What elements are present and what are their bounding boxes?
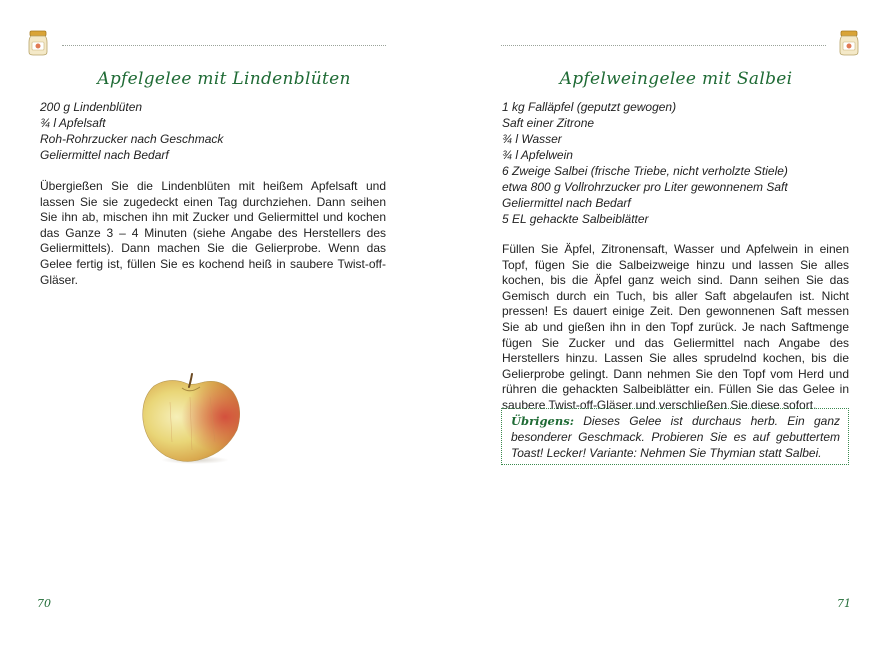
apple-illustration — [140, 372, 244, 466]
recipe-title-left: Apfelgelee mit Lindenblüten — [97, 69, 351, 89]
page-number-right: 71 — [837, 597, 851, 610]
ingredient-item: Geliermittel nach Bedarf — [40, 148, 169, 162]
ingredient-item: ¾ l Apfelsaft — [40, 116, 106, 130]
header-rule — [501, 45, 826, 46]
jam-jar-icon — [838, 29, 860, 57]
right-page — [444, 0, 887, 648]
ingredient-item: ¾ l Apfelwein — [502, 148, 573, 162]
recipe-instructions-right: Füllen Sie Äpfel, Zitronensaft, Wasser und Apfelwein in einen Topf, fügen Sie die Salbeizweige hinzu und lassen Sie alles kochen, bis die Äpfel ganz weich sind. Dann seihen Sie das Gemisch durch ein Tuch, bis aller Saft abgelaufen ist. Nicht pressen! Es dauert einige Zeit. Den gewonnenen Saft messen Sie ab und gießen ihn in den Topf zurück. Je nach Saftmenge fügen Sie Zucker und das Geliermittel nach Angabe des Herstellers hinzu. Lassen Sie alles sprudelnd kochen, bis die Gelierprobe gelingt. Dann nehmen Sie den Topf vom Herd und rühren die gehackten Salbeiblätter ein. Füllen Sie das Gelee in saubere Twist-off-Gläser und verschließen Sie diese sofort. — [502, 242, 849, 412]
ingredient-item: 1 kg Falläpfel (geputzt gewogen) — [502, 100, 677, 114]
ingredient-list-left — [40, 99, 223, 163]
ingredient-list-right — [502, 99, 788, 227]
tip-label: Übrigens: — [511, 414, 574, 428]
ingredient-item: Roh-Rohrzucker nach Geschmack — [40, 132, 224, 146]
ingredient-item: 6 Zweige Salbei (frische Triebe, nicht verholzte Stiele) — [502, 164, 788, 178]
page-number-left: 70 — [37, 597, 51, 610]
jam-jar-icon — [27, 29, 49, 57]
header-rule — [62, 45, 386, 46]
left-page — [0, 0, 443, 648]
tip-box — [501, 408, 849, 465]
ingredient-item: etwa 800 g Vollrohrzucker pro Liter gewonnenem Saft — [502, 180, 788, 194]
ingredient-item: Saft einer Zitrone — [502, 116, 595, 130]
ingredient-item: Geliermittel nach Bedarf — [502, 196, 631, 210]
ingredient-item: 5 EL gehackte Salbeiblätter — [502, 212, 649, 226]
recipe-instructions-left: Übergießen Sie die Lindenblüten mit heißem Apfelsaft und lassen Sie sie zugedeckt einen Tag durchziehen. Dann seihen Sie ihn ab, mischen ihn mit Zucker und Geliermittel und kochen das Ganze 3 – 4 Minuten (siehe Angabe des Herstellers des Geliermittels). Dann machen Sie die Gelierprobe. Wenn das Gelee fertig ist, füllen Sie es kochend heiß in saubere Twist-off-Gläser. — [40, 179, 386, 287]
tip-text: Dieses Gelee ist durchaus herb. Ein ganz besonderer Geschmack. Probieren Sie es auf gebuttertem Toast! Lecker! Variante: Nehmen Sie Thymian statt Salbei. — [511, 414, 840, 460]
ingredient-item: 200 g Lindenblüten — [40, 100, 143, 114]
recipe-title-right: Apfelweingelee mit Salbei — [559, 69, 793, 89]
ingredient-item: ¾ l Wasser — [502, 132, 562, 146]
